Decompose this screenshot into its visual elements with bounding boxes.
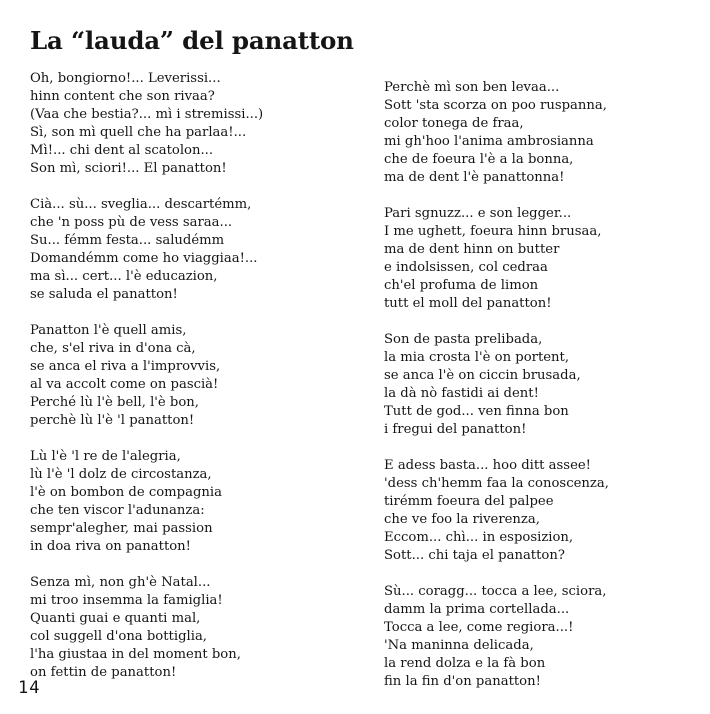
verse-line: col suggell d'ona bottiglia, <box>30 629 207 644</box>
stanza <box>30 70 360 178</box>
verse-line: Tutt de god... ven finna bon <box>384 404 569 419</box>
verse-line: che de foeura l'è a la bonna, <box>384 152 574 167</box>
verse-line: (Vaa che bestia?... mì i stremissi...) <box>30 107 264 122</box>
verse-line: Senza mì, non gh'è Natal... <box>30 575 211 590</box>
verse-line: l'è on bombon de compagnia <box>30 485 223 500</box>
verse-line: 'dess ch'hemm faa la conoscenza, <box>384 476 609 491</box>
verse-line: che 'n poss pù de vess saraa... <box>30 215 233 230</box>
stanza <box>30 322 360 430</box>
verse-line: la rend dolza e la fà bon <box>384 656 546 671</box>
stanza <box>30 196 360 304</box>
verse-line: Son de pasta prelibada, <box>384 332 543 347</box>
verse-line: hinn content che son rivaa? <box>30 89 215 104</box>
verse-line: Sù... coragg... tocca a lee, sciora, <box>384 584 607 599</box>
poem-column-left <box>30 70 360 700</box>
verse-line: Domandémm come ho viaggiaa!... <box>30 251 258 266</box>
stanza <box>384 583 704 691</box>
verse-line: color tonega de fraa, <box>384 116 524 131</box>
verse-line: Eccom... chì... in esposizion, <box>384 530 574 545</box>
verse-line: Pari sgnuzz... e son legger... <box>384 206 572 221</box>
verse-line: ma de dent l'è panattonna! <box>384 170 565 185</box>
verse-line: Mì!... chi dent al scatolon... <box>30 143 214 158</box>
verse-line: e indolsissen, col cedraa <box>384 260 548 275</box>
verse-line: Tocca a lee, come regiora...! <box>384 620 574 635</box>
verse-line: Perchè mì son ben levaa... <box>384 80 560 95</box>
verse-line: Oh, bongiorno!... Leverissi... <box>30 71 221 86</box>
verse-line: Quanti guai e quanti mal, <box>30 611 201 626</box>
stanza <box>384 457 704 565</box>
verse-line: che ten viscor l'adunanza: <box>30 503 205 518</box>
verse-line: ch'el profuma de limon <box>384 278 539 293</box>
verse-line: al va accolt come on pascià! <box>30 377 219 392</box>
verse-line: Lù l'è 'l re de l'alegria, <box>30 449 181 464</box>
verse-line: E adess basta... hoo ditt assee! <box>384 458 591 473</box>
poem-column-right <box>384 79 704 709</box>
verse-line: Cià... sù... sveglia... descartémm, <box>30 197 252 212</box>
verse-line: mi troo insemma la famiglia! <box>30 593 223 608</box>
verse-line: se saluda el panatton! <box>30 287 178 302</box>
verse-line: Son mì, sciori!... El panatton! <box>30 161 227 176</box>
verse-line: ma sì... cert... l'è educazion, <box>30 269 218 284</box>
verse-line: Sott... chi taja el panatton? <box>384 548 565 563</box>
verse-line: 'Na maninna delicada, <box>384 638 534 653</box>
verse-line: damm la prima cortellada... <box>384 602 570 617</box>
verse-line: i fregui del panatton! <box>384 422 527 437</box>
stanza <box>384 205 704 313</box>
verse-line: se anca el riva a l'improvvis, <box>30 359 221 374</box>
verse-line: lù l'è 'l dolz de circostanza, <box>30 467 212 482</box>
stanza <box>30 448 360 556</box>
verse-line: I me ughett, foeura hinn brusaa, <box>384 224 602 239</box>
verse-line: fin la fin d'on panatton! <box>384 674 541 689</box>
verse-line: Perché lù l'è bell, l'è bon, <box>30 395 199 410</box>
poem-title: La “lauda” del panatton <box>30 26 354 55</box>
verse-line: tirémm foeura del palpee <box>384 494 554 509</box>
verse-line: tutt el moll del panatton! <box>384 296 552 311</box>
stanza <box>384 331 704 439</box>
verse-line: che, s'el riva in d'ona cà, <box>30 341 196 356</box>
verse-line: la mia crosta l'è on portent, <box>384 350 570 365</box>
page-number: 14 <box>18 678 41 698</box>
verse-line: on fettin de panatton! <box>30 665 177 680</box>
verse-line: ma de dent hinn on butter <box>384 242 560 257</box>
verse-line: Panatton l'è quell amis, <box>30 323 187 338</box>
verse-line: in doa riva on panatton! <box>30 539 191 554</box>
verse-line: Sì, son mì quell che ha parlaa!... <box>30 125 247 140</box>
verse-line: perchè lù l'è 'l panatton! <box>30 413 195 428</box>
verse-line: la dà nò fastidi ai dent! <box>384 386 539 401</box>
verse-line: che ve foo la riverenza, <box>384 512 540 527</box>
verse-line: l'ha giustaa in del moment bon, <box>30 647 241 662</box>
verse-line: Su... fémm festa... saludémm <box>30 233 225 248</box>
verse-line: sempr'alegher, mai passion <box>30 521 213 536</box>
verse-line: Sott 'sta scorza on poo ruspanna, <box>384 98 607 113</box>
stanza <box>384 79 704 187</box>
verse-line: se anca l'è on ciccin brusada, <box>384 368 581 383</box>
stanza <box>30 574 360 682</box>
verse-line: mi gh'hoo l'anima ambrosianna <box>384 134 594 149</box>
